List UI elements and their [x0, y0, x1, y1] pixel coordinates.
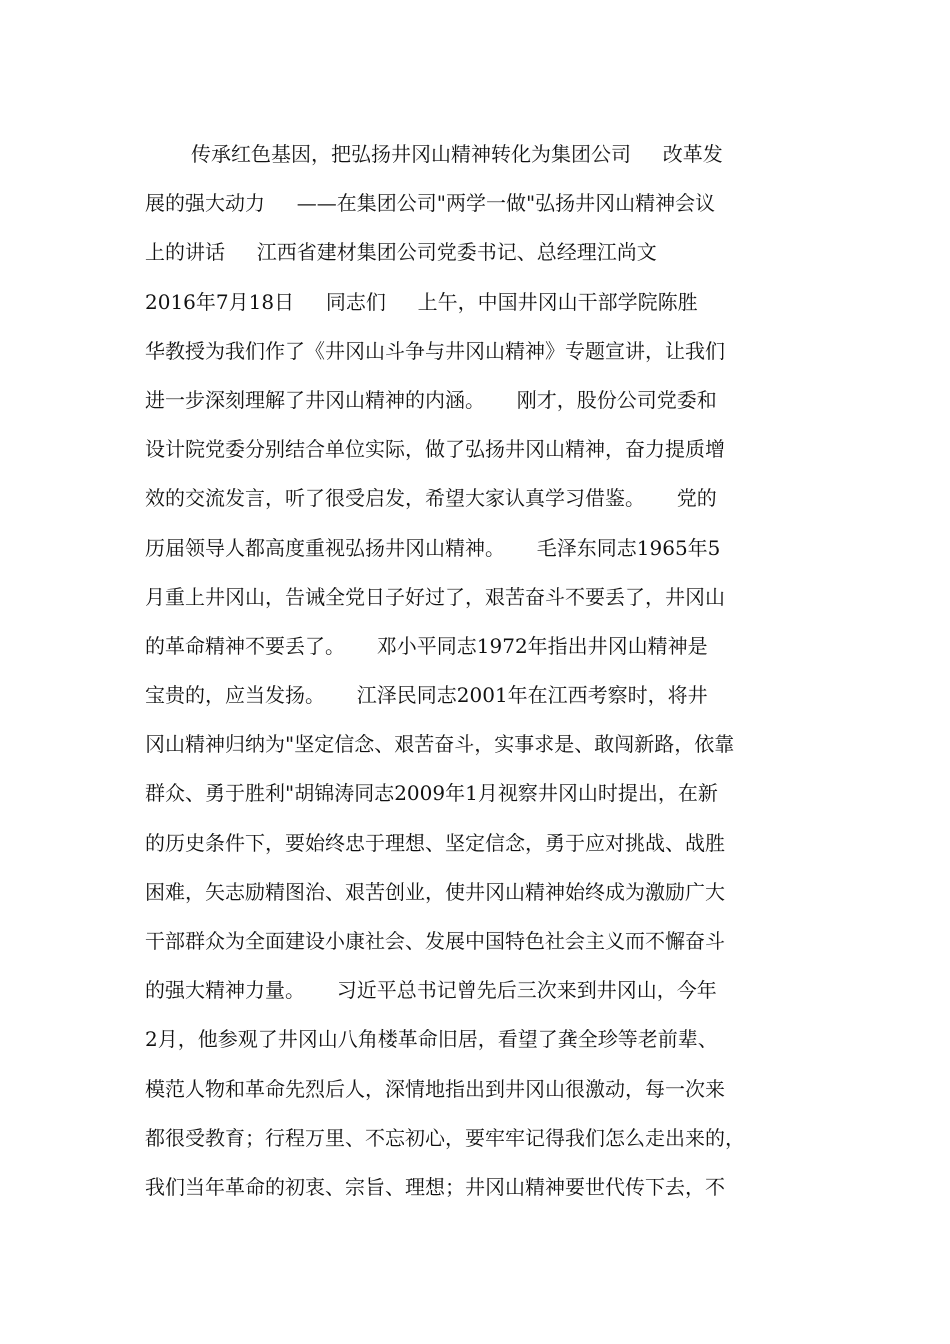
text-line: 都很受教育；行程万里、不忘初心，要牢牢记得我们怎么走出来的， [145, 1125, 745, 1150]
text-line: 模范人物和革命先烈后人，深情地指出到井冈山很激动，每一次来 [145, 1076, 725, 1101]
text-line: 2月，他参观了井冈山八角楼革命旧居，看望了龚全珍等老前辈、 [145, 1027, 718, 1052]
text-line: 华教授为我们作了《井冈山斗争与井冈山精神》专题宣讲，让我们 [145, 338, 725, 363]
text-line: 上的讲话 江西省建材集团公司党委书记、总经理江尚文 [145, 240, 657, 265]
text-line: 月重上井冈山，告诫全党日子好过了，艰苦奋斗不要丢了，井冈山 [145, 584, 725, 609]
text-line: 效的交流发言，听了很受启发，希望大家认真学习借鉴。 党的 [145, 486, 717, 511]
document-body [145, 130, 825, 1212]
text-line: 设计院党委分别结合单位实际，做了弘扬井冈山精神，奋力提质增 [145, 437, 725, 462]
text-line: 干部群众为全面建设小康社会、发展中国特色社会主义而不懈奋斗 [145, 929, 725, 953]
text-line: 困难，矢志励精图治、艰苦创业，使井冈山精神始终成为激励广大 [145, 879, 725, 904]
text-line: 我们当年革命的初衷、宗旨、理想；井冈山精神要世代传下去，不 [145, 1174, 725, 1199]
text-line: 的历史条件下，要始终忠于理想、坚定信念，勇于应对挑战、战胜 [145, 830, 725, 855]
text-line: 群众、勇于胜利"胡锦涛同志2009年1月视察井冈山时提出，在新 [145, 781, 718, 806]
text-line: 的强大精神力量。 习近平总书记曾先后三次来到井冈山，今年 [145, 978, 717, 1003]
text-line: 宝贵的，应当发扬。 江泽民同志2001年在江西考察时，将井 [145, 683, 708, 708]
text-line: 的革命精神不要丢了。 邓小平同志1972年指出井冈山精神是 [145, 633, 708, 658]
text-line: 历届领导人都高度重视弘扬井冈山精神。 毛泽东同志1965年5 [145, 535, 721, 560]
text-line: 2016年7月18日 同志们 上午，中国井冈山干部学院陈胜 [145, 289, 698, 314]
text-line: 冈山精神归纳为"坚定信念、艰苦奋斗，实事求是、敢闯新路，依靠 [145, 732, 735, 757]
text-line: 展的强大动力 ——在集团公司"两学一做"弘扬井冈山精神会议 [145, 191, 716, 216]
text-line: 进一步深刻理解了井冈山精神的内涵。 刚才，股份公司党委和 [145, 387, 717, 412]
text-line: 传承红色基因，把弘扬井冈山精神转化为集团公司 改革发 [191, 142, 723, 166]
